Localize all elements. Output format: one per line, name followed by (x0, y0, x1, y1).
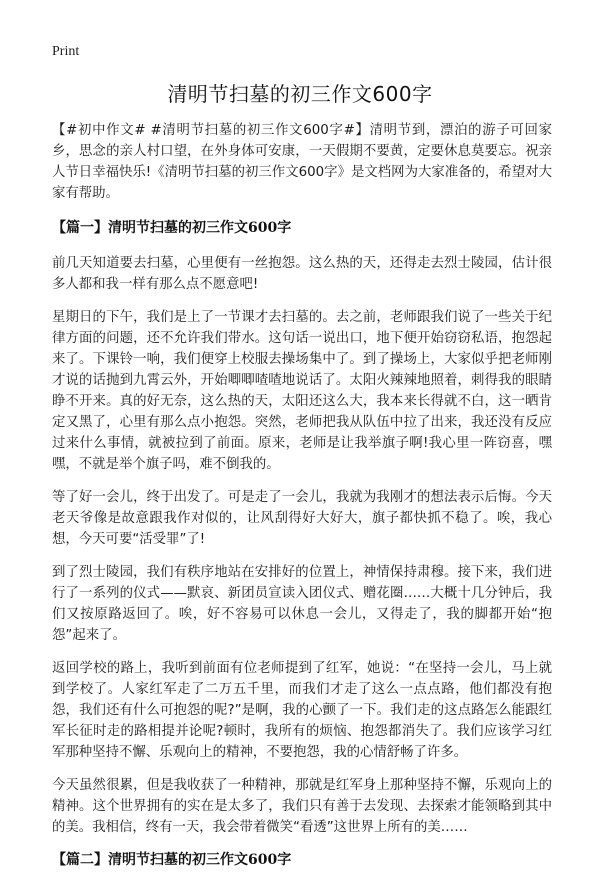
section-heading-2: 【篇二】清明节扫墓的初三作文600字 (52, 852, 292, 868)
body-paragraph: 到了烈士陵园，我们有秩序地站在安排好的位置上，神情保持肃穆。接下来，我们进行了一系列的仪式——默哀、新团员宣读入团仪式、赠花圈……大概十几分钟后，我们又按原路返回了。唉，好不容易可以休息一会儿，又得走了，我的脚都开始“抱怨”起来了。 (52, 565, 552, 643)
body-paragraph: 返回学校的路上，我听到前面有位老师提到了红军，她说：“在坚持一会儿，马上就到学校了。人家红军走了二万五千里，而我们才走了这么一点点路，他们都没有抱怨，我们还有什么可抱怨的呢?”是啊，我的心颤了一下。我们走的这点路怎么能跟红军长征时走的路相提并论呢?顿时，我所有的烦恼、抱怨都消失了。我们应该学习红军那种坚持不懈、乐观向上的精神，不要抱怨，我的心情舒畅了许多。 (52, 661, 552, 760)
body-paragraph: 星期日的下午，我们是上了一节课才去扫墓的。去之前，老师跟我们说了一些关于纪律方面的问题，还不允许我们带水。这句话一说出口，地下便开始窃窃私语，抱怨起来了。下课铃一响，我们便穿上校服去操场集中了。到了操场上，大家似乎把老师刚才说的话抛到九霄云外，开始唧唧喳喳地说话了。太阳火辣辣地照着，刺得我的眼睛睁不开来。真的好无奈，这么热的天，太阳还这么大，我本来长得就不白，这一晒肯定又黑了，心里有那么点小抱怨。突然，老师把我从队伍中拉了出来，我还没有反应过来什么事情，就被拉到了前面。原来，老师是让我举旗子啊!我心里一阵窃喜，嘿嘿，不就是举个旗子吗，难不倒我的。 (52, 310, 552, 472)
section-heading-1: 【篇一】清明节扫墓的初三作文600字 (52, 220, 292, 236)
intro-paragraph: 【#初中作文# #清明节扫墓的初三作文600字#】清明节到，漂泊的游子可回家乡，思念的亲人村口望，在外身体可安康，一天假期不要黄，定要休息莫要忘。祝亲人节日幸福快乐!《清明节扫墓的初三作文600字》是文档网为大家准备的，希望对大家有帮助。 (52, 123, 552, 201)
body-paragraph: 等了好一会儿，终于出发了。可是走了一会儿，我就为我刚才的想法表示后悔。今天老天爷像是故意跟我作对似的，让风刮得好大好大，旗子都快抓不稳了。唉，我心想，今天可要“活受罪”了! (52, 490, 552, 547)
print-link[interactable]: Print (52, 44, 80, 59)
article-body (52, 120, 552, 885)
body-paragraph: 前几天知道要去扫墓，心里便有一丝抱怨。这么热的天，还得走去烈士陵园，估计很多人都和我一样有那么点不愿意吧! (52, 256, 552, 292)
article-title: 清明节扫墓的初三作文600字 (167, 82, 433, 106)
body-paragraph: 今天虽然很累，但是我收获了一种精神，那就是红军身上那种坚持不懈，乐观向上的精神。这个世界拥有的实在是太多了，我们只有善于去发现、去探索才能领略到其中的美。我相信，终有一天，我会带着微笑“看透”这世界上所有的美…… (52, 778, 552, 835)
